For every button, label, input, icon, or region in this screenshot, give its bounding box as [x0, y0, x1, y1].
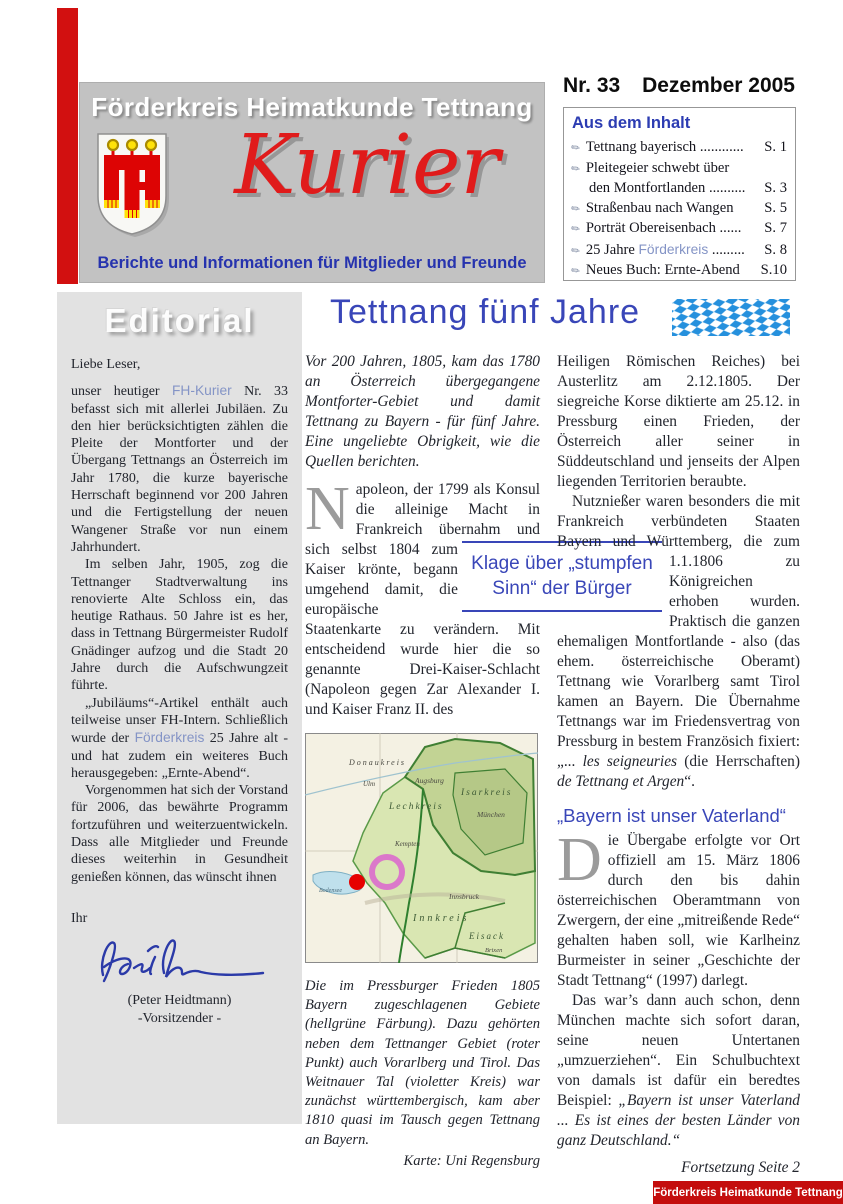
- article-lead: Vor 200 Jahren, 1805, kam das 1780 an Österreich übergegangene Montforter-Gebiet und damit Tettnang zu Bayern - für fünf Jahre. Eine ungeliebte Obrigkeit, wie die Quellen berichten.: [305, 353, 540, 470]
- masthead-tagline: Berichte und Informationen für Mitglieder und Freunde: [97, 254, 527, 272]
- svg-text:Brixen: Brixen: [485, 947, 503, 954]
- editorial-title: Editorial: [104, 302, 255, 339]
- article-paragraph: Die Übergabe erfolgte vor Ort offiziell am 15. März 1806 durch den bis dahin österreichischen Oberamtmann von Zwergern, der eine „mitreißende Rede“ gehalten haben soll, wie Karlheinz Burmeister in seiner „Geschichte der Stadt Tettnang“ (1997) darlegt.: [557, 826, 800, 989]
- svg-text:Ulm: Ulm: [363, 780, 376, 788]
- svg-text:Isarkreis: Isarkreis: [461, 788, 513, 798]
- signer-role: -Vorsitzender -: [137, 1010, 222, 1026]
- svg-text:Kempten: Kempten: [395, 840, 420, 848]
- svg-text:Bodensee: Bodensee: [319, 888, 342, 894]
- brand-word: Förderkreis: [638, 241, 709, 257]
- issue-number: Nr. 33: [563, 74, 621, 97]
- svg-text:Augsburg: Augsburg: [415, 776, 444, 785]
- footer-label: Förderkreis Heimatkunde Tettnang: [653, 1181, 843, 1204]
- pen-icon: ✎: [568, 140, 584, 156]
- editorial-paragraph: „Jubiläums“-Artikel enthält auch teilweise unser FH-Intern. Schließlich wurde der Förderkreis 25 Jahre alt - und hat zudem ein weiteres Buch herausgegeben: „Ernte-Abend“.: [71, 695, 288, 781]
- editorial-closing: Ihr: [71, 910, 88, 926]
- svg-text:München: München: [477, 810, 505, 819]
- toc-item: ✎ Straßenbau nach Wangen S. 5: [572, 199, 787, 220]
- editorial-paragraph: unser heutiger FH-Kurier Nr. 33 befasst sich mit allerlei Jubiläen. Zu den hier berücksichtigten zählen die Pleite der Montforter und der Übergang Tettnangs an Österreich im Jahr 1780, die kurze bayerische Herrschaft beginnend vor 200 Jahren und die Fertigstellung der neuen Wangener Straße vor nun einem Jahrhundert.: [71, 383, 288, 555]
- article-paragraph: Nutznießer waren besonders die mit Frankreich verbündeten Staaten Bayern und Württemberg, die zum 1.1.1806 zu Königreichen erhoben wurden. Praktisch die ganzen ehemaligen Montfortlande - also (das ehem. österreichische Oberamt) Tettnang wie Vorarlberg samt Tirol kamen an Bayern. Die Übernahme Tettnangs war im Friedensvertrag von Pressburg in bestem Französich fixiert: „... les seigneuries (die Herrschaften) de Tettnang et Argen“.: [557, 493, 800, 790]
- article-title: Tettnang fünf Jahre: [329, 293, 641, 331]
- article-column-right: [557, 352, 800, 1178]
- left-accent-bar: [57, 8, 78, 284]
- map-credit: Karte: Uni Regensburg: [403, 1152, 540, 1169]
- article-paragraph: Das war’s dann auch schon, denn München machte sich sofort daran, seine neuen Untertanen „umzuerziehen“. Ein Schulbuchtext von damals ist dafür ein beredtes Beispiel: „Bayern ist unser Vaterland ... Es ist eines der besten Länder von ganz Deutschland.“: [557, 992, 800, 1149]
- editorial-paragraph: Vorgenommen hat sich der Vorstand für 2006, das bewährte Programm fortzuführen und weiterzuentwickeln. Dass alle Mitglieder und Freunde dieses weiterhin in Gesundheit genießen können, das wünscht ihnen: [71, 783, 288, 885]
- svg-text:Innkreis: Innkreis: [413, 913, 470, 924]
- editorial-salutation: Liebe Leser,: [71, 357, 141, 372]
- toc-page-number: S.10: [760, 262, 787, 278]
- toc-page-number: S. 3: [764, 180, 787, 196]
- map-caption: Die im Pressburger Frieden 1805 Bayern zugeschlagenen Gebiete (hellgrüne Färbung). Dazu gehörten neben dem Tettnanger Gebiet (roter Punkt) auch Vorarlberg und Tirol. Das Weitnauer Tal (violetter Kreis) war zunächst württembergisch, kam aber 1810 quasi im Tausch gegen Tettnang an Bayern.: [305, 978, 540, 1148]
- issue-date: Dezember 2005: [642, 74, 795, 97]
- toc-page-number: S. 8: [764, 241, 787, 258]
- article-subheading: „Bayern ist unser Vaterland“: [557, 805, 786, 826]
- svg-text:Lechkreis: Lechkreis: [389, 802, 444, 812]
- pen-icon: ✎: [568, 221, 584, 237]
- pen-icon: ✎: [568, 263, 584, 279]
- toc-item: ✎ Neues Buch: Ernte-Abend S.10: [572, 261, 787, 282]
- pen-icon: ✎: [568, 161, 584, 177]
- article-column-middle: [305, 352, 540, 1171]
- brand-word: Förderkreis: [134, 730, 205, 746]
- continuation-note: Fortsetzung Seite 2: [681, 1159, 800, 1176]
- pullquote-spacer: [458, 540, 540, 620]
- contents-box: [563, 107, 796, 281]
- contents-title: Aus dem Inhalt: [572, 114, 691, 132]
- montfort-coat-of-arms-icon: [92, 130, 174, 249]
- pullquote-spacer: [557, 552, 669, 630]
- article-paragraph: Heiligen Römischen Reiches) bei Austerlitz am 2.12.1805. Der siegreiche Korse diktierte am 25.12. in Pressburg einen Frieden, der Österreich aller seiner in Süddeutschland und jenseits der Alpen liegenden Territorien beraubte.: [557, 353, 800, 490]
- historical-map: [305, 733, 540, 968]
- drop-cap: N: [305, 475, 350, 543]
- svg-text:Eisack: Eisack: [469, 931, 505, 941]
- toc-page-number: S. 7: [764, 220, 787, 236]
- article-paragraph: Napoleon, der 1799 als Konsul die alleinige Macht in Frankreich übernahm und sich selbst 1804 zum Kaiser krönte, begann umgehend damit, die europäische Staatenkarte zu verändern. Mit entscheidend wurde hier die so genannte Drei-Kaiser-Schlacht (Napoleon gegen Zar Alexander I. und Kaiser Franz II. des: [305, 475, 540, 718]
- society-name: Förderkreis Heimatkunde Tettnang: [91, 92, 533, 122]
- toc-item: den Montfortlanden .......... S. 3: [572, 179, 787, 199]
- toc-page-number: S. 1: [764, 139, 787, 155]
- pen-icon: ✎: [568, 243, 584, 259]
- toc-page-number: S. 5: [764, 199, 787, 216]
- toc-item: ✎ Porträt Obereisenbach ...... S. 7: [572, 219, 787, 240]
- pull-quote: Klage über „stumpfen Sinn“ der Bürger: [462, 541, 662, 612]
- masthead-title: Kurier: [234, 118, 500, 213]
- bavarian-flag-icon: [672, 299, 790, 341]
- toc-item: ✎ Pleitegeier schwebt über: [572, 159, 787, 180]
- editorial-paragraph: Im selben Jahr, 1905, zog die Tettnanger Stadtverwaltung ins renovierte Alte Schloss ein, das heutige Rathaus. 50 Jahre ist es her, dass in Tettnang Bürgermeister Rudolf Gnädinger aufzog und die Stadt 20 Jahre durch die Aufschwungzeit führte.: [71, 557, 288, 694]
- pen-icon: ✎: [568, 201, 584, 217]
- drop-cap: D: [557, 826, 602, 894]
- brand-word: FH-Kurier: [171, 383, 232, 399]
- issue-line: [563, 74, 795, 98]
- handwritten-signature: [89, 929, 288, 992]
- svg-text:Donaukreis: Donaukreis: [349, 758, 407, 767]
- editorial-section: [57, 292, 302, 1124]
- signer-name: (Peter Heidtmann): [127, 993, 232, 1009]
- toc-item: ✎ 25 Jahre Förderkreis ......... S. 8: [572, 240, 787, 262]
- svg-text:Innsbruck: Innsbruck: [449, 892, 479, 901]
- toc-item: ✎ Tettnang bayerisch ............ S. 1: [572, 138, 787, 159]
- masthead: [79, 82, 545, 283]
